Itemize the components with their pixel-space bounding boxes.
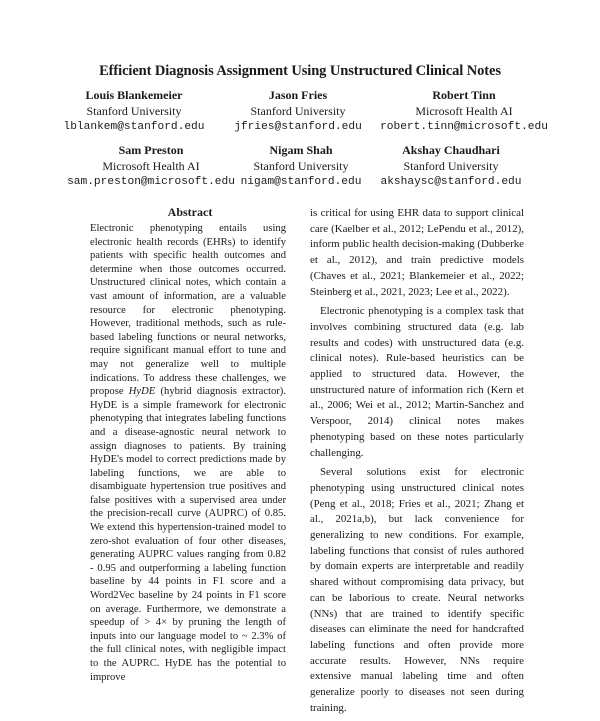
author-email: nigam@stanford.edu — [240, 176, 362, 188]
abstract-part: (hybrid diagnosis extractor). HyDE is a simple framework for electronic phenotyping that integrates labeling functions and a disease-agnostic neural network to assign diagnoses to patients. By training HyDE's model to correct predictions made by labeling functions, we are able to disambiguate hypertension true positives and false positives with a supervised area under the precision-recall curve (AUPRC) of 0.85. We extend this hypertension-trained model to zero-shot evaluation of four other diseases, generating AUPRC values ranging from 0.82 - 0.95 and outperforming a labeling function baseline by 44 points in F1 score and a Word2Vec baseline by 24 points in F1 score on average. Furthermore, we demonstrate a speedup of > 4× by pruning the length of inputs into our language model to ~ 2.3% of the full clinical notes, with negligible impact to the AUPRC. HyDE has the potential to improve — [90, 386, 286, 683]
author-name: Jason Fries — [268, 88, 328, 102]
author-name: Robert Tinn — [432, 88, 496, 102]
abstract-text — [90, 222, 286, 684]
author-email: robert.tinn@microsoft.edu — [380, 121, 548, 133]
body-paragraph: is critical for using EHR data to support clinical care (Kaelber et al., 2012; LePendu et al., 2012), inform public health decision-making (Dubberke et al., 2012), and train predictive models (Chaves et al., 2021; Blankemeier et al., 2022; Steinberg et al., 2021, 2023; Lee et al., 2022). — [310, 207, 524, 298]
author-name: Nigam Shah — [269, 143, 333, 157]
author-block — [356, 142, 546, 190]
body-paragraph: Several solutions exist for electronic phenotyping using unstructured clinical notes (Peng et al., 2018; Fries et al., 2021; Zhang et al., 2021a,b), but lack convenience for generalizing to new conditions. For example, labeling functions that consist of rules authored by domain experts are interpretable and readily shared without compromising data privacy, but can be laborious to create. Neural networks (NNs) that are trained to identify specific diseases can eliminate the need for handcrafted labeling functions and often provide more accurate results. However, NNs require extensive manual labeling time and often generalize poorly to diseases not seen during training. — [310, 466, 524, 714]
author-name: Sam Preston — [118, 143, 184, 157]
paper-title: Efficient Diagnosis Assignment Using Unstructured Clinical Notes — [99, 63, 501, 79]
author-block — [369, 87, 559, 135]
author-email: jfries@stanford.edu — [234, 121, 362, 133]
author-affiliation: Microsoft Health AI — [415, 104, 513, 118]
author-affiliation: Stanford University — [403, 159, 499, 173]
author-email: sam.preston@microsoft.edu — [67, 176, 235, 188]
author-block — [203, 87, 393, 135]
abstract-method-name: HyDE — [128, 386, 156, 398]
body-column — [310, 206, 524, 721]
author-affiliation: Stanford University — [253, 159, 349, 173]
author-affiliation: Stanford University — [86, 104, 182, 118]
author-affiliation: Microsoft Health AI — [102, 159, 200, 173]
author-block — [39, 87, 229, 135]
abstract-part: Electronic phenotyping entails using electronic health records (EHRs) to identify patients with specific health outcomes and determine when those outcomes occurred. Unstructured clinical notes, which contain a vast amount of information, are a valuable resource for electronic phenotyping. However, traditional methods, such as rule-based labeling functions or neural networks, require significant manual effort to tune and may not generalize well to multiple indications. To address these challenges, we propose — [90, 223, 286, 398]
author-email: akshaysc@stanford.edu — [380, 176, 522, 188]
abstract-heading: Abstract — [167, 205, 213, 219]
author-email: lblankem@stanford.edu — [63, 121, 205, 133]
author-name: Louis Blankemeier — [85, 88, 183, 102]
author-name: Akshay Chaudhari — [402, 143, 500, 157]
author-affiliation: Stanford University — [250, 104, 346, 118]
body-paragraph: Electronic phenotyping is a complex task that involves combining structured data (e.g. lab results and codes) with unstructured data (e.g. clinical notes). Rule-based heuristics can be applied to structured data. However, the unstructured nature of information rich (Kern et al., 2006; Wei et al., 2012; Martin-Sanchez and Verspoor, 2014) clinical notes makes phenotyping based on these notes particularly challenging. — [310, 305, 524, 459]
